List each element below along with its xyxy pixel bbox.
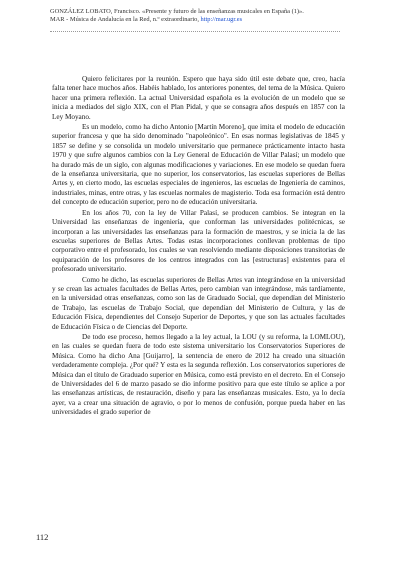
body-paragraph: Es un modelo, como ha dicho Antonio [Martín Moreno], que imita el modelo de educación superior francesa y que ha sido denominado "napoleónico". En esas normas legislativas de 1845 y 1857 se define y se consolida un modelo universitario que permanece prácticamente intacto hasta 1970 y que sufre algunos cambios con la Ley General de Educación de Villar Palasí; un modelo que ha durado más de un siglo, con algunas modificaciones y variaciones. En ese modelo se quedan fuera de la enseñanza universitaria, que no superior, los conservatorios, las escuelas superiores de Bellas Artes y, en cierto modo, las escuelas especiales de ingenieros, las escuelas de Ingeniería de caminos, industriales, minas, entre otras, y las escuelas normales de magisterio. Toda esa formación está dentro del concepto de educación superior, pero no de educación universitaria. <box>52 123 345 207</box>
header-citation: GONZÁLEZ LOBATO, Francisco. «Presente y futuro de las enseñanzas musicales en España (1)». <box>50 8 304 15</box>
header-journal <box>50 16 350 24</box>
page-number: 112 <box>36 532 49 542</box>
article-body <box>52 75 345 419</box>
body-paragraph: Como he dicho, las escuelas superiores de Bellas Artes van integrándose en la universidad y se crean las actuales facultades de Bellas Artes, pero cambian van integrándose, más tardíamente, en la universidad otras enseñanzas, como son las de Graduado Social, que dependían del Ministerio de Trabajo, las escuelas de Trabajo Social, que dependían del Ministerio de Cultura, y las de Educación Física, dependientes del Consejo Superior de Deportes, y que son las actuales facultades de Educación Física o de Ciencias del Deporte. <box>52 275 345 331</box>
body-paragraph: De todo ese proceso, hemos llegado a la ley actual, la LOU (y su reforma, la LOMLOU), en las cuales se quedan fuera de todo este sistema universitario los Conservatorios Superiores de Música. Como ha dicho Ana [Guijarro], la sentencia de enero de 2012 ha creado una situación verdaderamente compleja. ¿Por qué? Y esta es la segunda reflexión. Los conservatorios superiores de Música dan el título de Graduado superior en Música, como está previsto en el decreto. En el Consejo de Universidades del 6 de marzo pasado se dio informe positivo para que este título se aplice a por las enseñanzas artísticas, de restauración, diseño y para las enseñanzas musicales. Esto, ya lo decía ayer, va a crear una situación de agravio, o por lo menos de confusión, porque pueda haber en las universidades el grado superior de <box>52 332 345 417</box>
running-header <box>50 8 350 24</box>
header-journal-text: MAR - Música de Andalucía en la Red, n.º extraordinario, <box>50 16 201 23</box>
header-divider <box>50 31 340 32</box>
body-paragraph: Quiero felicitares por la reunión. Espero que haya sido útil este debate que, creo, hacía falta tener hace muchos años. Habéis hablado, los anteriores ponentes, del tema de la Música. Quiero hacer una primera reflexión. La actual Universidad española es la evolución de un modelo que se inicia a mediados del siglo XIX, con el Plan Pidal, y que se consagra años después en 1857 con la Ley Moyano. <box>52 75 345 121</box>
journal-url-link[interactable]: http://mar.ugr.es <box>200 16 243 23</box>
body-paragraph: En los años 70, con la ley de Villar Palasí, se producen cambios. Se integran en la Universidad las enseñanzas de ingeniería, que conforman las universidades politécnicas, se incorporan a las universidades las enseñanzas para la formación de maestros, y se inicia la de las escuelas superiores de Bellas Artes. Todas estas incorporaciones conllevan problemas de tipo corporativo entre el profesorado, los cuales se van resolviendo mediante disposiciones transitorias de equiparación de los profesores de los centros integrados con las [estructuras] existentes para el profesorado universitario. <box>52 208 345 274</box>
